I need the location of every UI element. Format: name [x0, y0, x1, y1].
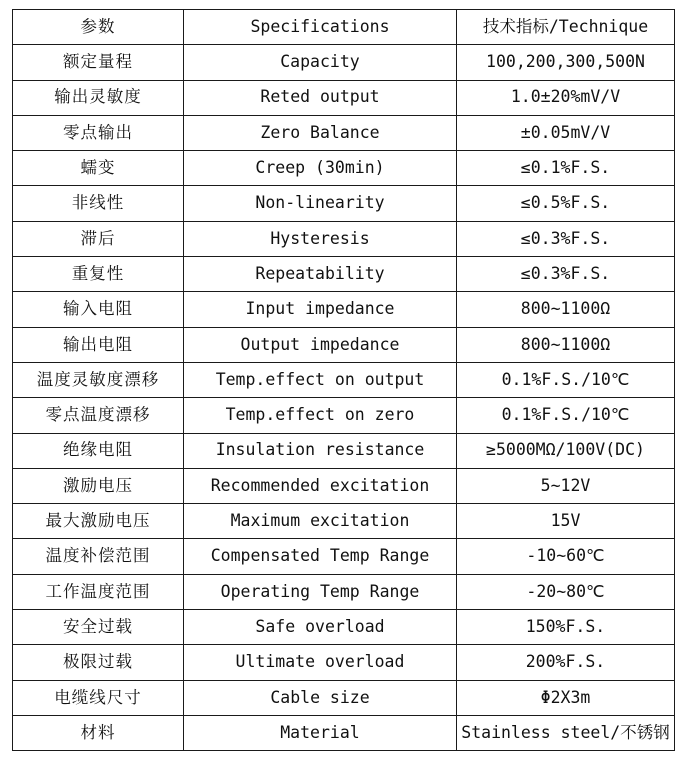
technique-value-cell: ≥5000MΩ/100V(DC) — [457, 433, 675, 468]
specification-cell: Maximum excitation — [184, 504, 457, 539]
specification-cell: Ultimate overload — [184, 645, 457, 680]
technique-value-cell: 200%F.S. — [457, 645, 675, 680]
header-cell: Specifications — [184, 10, 457, 45]
parameter-cn-cell: 最大激励电压 — [13, 504, 184, 539]
header-cell: 技术指标/Technique — [457, 10, 675, 45]
specification-cell: Temp.effect on output — [184, 362, 457, 397]
specification-cell: Operating Temp Range — [184, 574, 457, 609]
technique-value-cell: 15V — [457, 504, 675, 539]
specification-cell: Input impedance — [184, 292, 457, 327]
table-row — [13, 433, 675, 468]
parameter-cn-cell: 零点输出 — [13, 115, 184, 150]
technique-value-cell: ≤0.3%F.S. — [457, 257, 675, 292]
parameter-cn-cell: 滞后 — [13, 221, 184, 256]
specification-cell: Recommended excitation — [184, 468, 457, 503]
table-row — [13, 115, 675, 150]
technique-value-cell: -10~60℃ — [457, 539, 675, 574]
technique-value-cell: 800~1100Ω — [457, 327, 675, 362]
specification-cell: Insulation resistance — [184, 433, 457, 468]
specification-cell: Output impedance — [184, 327, 457, 362]
specifications-table — [12, 9, 675, 751]
table-row — [13, 715, 675, 750]
parameter-cn-cell: 重复性 — [13, 257, 184, 292]
technique-value-cell: 100,200,300,500N — [457, 45, 675, 80]
specification-cell: Safe overload — [184, 610, 457, 645]
specification-cell: Cable size — [184, 680, 457, 715]
specification-cell: Compensated Temp Range — [184, 539, 457, 574]
parameter-cn-cell: 蠕变 — [13, 151, 184, 186]
technique-value-cell: Stainless steel/不锈钢 — [457, 715, 675, 750]
table-row — [13, 610, 675, 645]
technique-value-cell: ≤0.1%F.S. — [457, 151, 675, 186]
parameter-cn-cell: 温度灵敏度漂移 — [13, 362, 184, 397]
parameter-cn-cell: 输出灵敏度 — [13, 80, 184, 115]
table-row — [13, 221, 675, 256]
table-row — [13, 504, 675, 539]
specification-cell: Capacity — [184, 45, 457, 80]
parameter-cn-cell: 电缆线尺寸 — [13, 680, 184, 715]
technique-value-cell: 5~12V — [457, 468, 675, 503]
parameter-cn-cell: 极限过载 — [13, 645, 184, 680]
parameter-cn-cell: 工作温度范围 — [13, 574, 184, 609]
parameter-cn-cell: 材料 — [13, 715, 184, 750]
technique-value-cell: 150%F.S. — [457, 610, 675, 645]
technique-value-cell: 0.1%F.S./10℃ — [457, 398, 675, 433]
table-row — [13, 574, 675, 609]
parameter-cn-cell: 绝缘电阻 — [13, 433, 184, 468]
specifications-table-body — [13, 10, 675, 751]
technique-value-cell: ±0.05mV/V — [457, 115, 675, 150]
table-row — [13, 362, 675, 397]
table-row — [13, 680, 675, 715]
technique-value-cell: -20~80℃ — [457, 574, 675, 609]
specification-cell: Hysteresis — [184, 221, 457, 256]
parameter-cn-cell: 输入电阻 — [13, 292, 184, 327]
technique-value-cell: ≤0.3%F.S. — [457, 221, 675, 256]
header-cell: 参数 — [13, 10, 184, 45]
parameter-cn-cell: 温度补偿范围 — [13, 539, 184, 574]
technique-value-cell: 1.0±20%mV/V — [457, 80, 675, 115]
technique-value-cell: 0.1%F.S./10℃ — [457, 362, 675, 397]
table-row — [13, 292, 675, 327]
table-row — [13, 398, 675, 433]
table-header-row — [13, 10, 675, 45]
technique-value-cell: 800~1100Ω — [457, 292, 675, 327]
parameter-cn-cell: 激励电压 — [13, 468, 184, 503]
table-row — [13, 151, 675, 186]
parameter-cn-cell: 安全过载 — [13, 610, 184, 645]
parameter-cn-cell: 非线性 — [13, 186, 184, 221]
parameter-cn-cell: 输出电阻 — [13, 327, 184, 362]
table-row — [13, 327, 675, 362]
table-row — [13, 45, 675, 80]
technique-value-cell: ≤0.5%F.S. — [457, 186, 675, 221]
table-row — [13, 468, 675, 503]
table-row — [13, 186, 675, 221]
specification-cell: Non-linearity — [184, 186, 457, 221]
parameter-cn-cell: 零点温度漂移 — [13, 398, 184, 433]
specification-cell: Zero Balance — [184, 115, 457, 150]
specification-cell: Reted output — [184, 80, 457, 115]
table-row — [13, 645, 675, 680]
table-row — [13, 80, 675, 115]
specification-cell: Creep (30min) — [184, 151, 457, 186]
specification-cell: Temp.effect on zero — [184, 398, 457, 433]
parameter-cn-cell: 额定量程 — [13, 45, 184, 80]
table-row — [13, 257, 675, 292]
technique-value-cell: Φ2X3m — [457, 680, 675, 715]
specification-cell: Repeatability — [184, 257, 457, 292]
specification-cell: Material — [184, 715, 457, 750]
table-row — [13, 539, 675, 574]
